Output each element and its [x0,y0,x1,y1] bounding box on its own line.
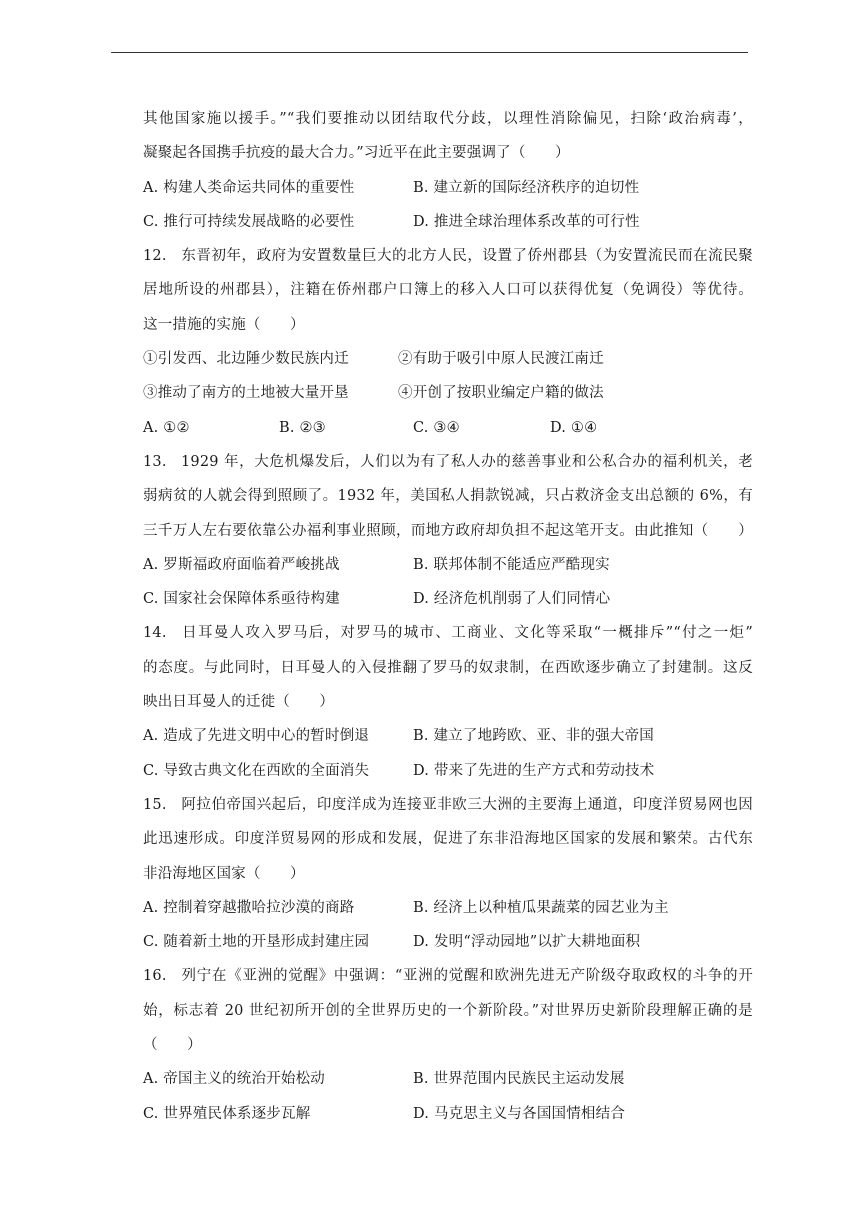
q11-option-row [143,205,753,239]
q11-text-line: 其他国家施以援手。”“我们要推动以团结取代分歧，以理性消除偏见，扫除‘政治病毒’， [143,111,753,127]
question-text: 列宁在《亚洲的觉醒》中强调：“亚洲的觉醒和欧洲先进无产阶级夺取政权的斗争的开 [181,968,753,985]
option-b: B. 建立了地跨欧、亚、非的强大帝国 [413,728,654,745]
statement-4: ④开创了按职业编定户籍的做法 [398,385,604,402]
q14-text-line: 的态度。与此同时，日耳曼人的入侵推翻了罗马的奴隶制，在西欧逐步确立了封建制。这反 [143,659,753,676]
q14-text-line [143,616,753,650]
option-a: A. 帝国主义的统治开始松动 [143,1071,325,1088]
option-b: B. 世界范围内民族民主运动发展 [413,1071,625,1088]
option-c: C. 推行可持续发展战略的必要性 [143,213,355,230]
q16-option-row [143,1062,753,1096]
question-number: 12. [143,248,167,265]
q13-option-row [143,548,753,582]
q12-text-line: 居地所设的州郡县），注籍在侨州郡户口簿上的移入人口可以获得优复（免调役）等优待。 [143,282,753,299]
option-c: C. 国家社会保障体系亟待构建 [143,591,340,608]
option-b: B. 联邦体制不能适应严酷现实 [413,556,610,573]
option-c: C. ③④ [413,419,460,436]
option-d: D. 马克思主义与各国国情相结合 [413,1105,626,1122]
question-number: 13. [143,453,167,470]
q15-option-row [143,925,753,959]
option-c: C. 随着新土地的开垦形成封建庄园 [143,934,370,951]
question-text: 东晋初年，政府为安置数量巨大的北方人民，设置了侨州郡县（为安置流民而在流民聚 [181,248,753,265]
statement-3: ③推动了南方的土地被大量开垦 [143,385,349,402]
q13-option-row [143,582,753,616]
q16-text-line: 始，标志着 20 世纪初所开创的全世界历史的一个新阶段。”对世界历史新阶段理解正确的是 [143,1002,753,1019]
option-b: B. 建立新的国际经济秩序的迫切性 [413,179,640,196]
q12-text-line: 这一措施的实施（ ） [143,316,305,333]
option-a: A. 构建人类命运共同体的重要性 [143,179,355,196]
question-text: 1929 年，大危机爆发后，人们以为有了私人办的慈善事业和公私合办的福利机关，老 [181,453,753,470]
q12-statement-row [143,376,753,410]
option-c: C. 导致古典文化在西欧的全面消失 [143,762,370,779]
q16-option-row [143,1097,753,1131]
header-rule [111,52,748,53]
q12-option-row [143,411,753,445]
option-d: D. 发明“浮动园地”以扩大耕地面积 [413,934,641,951]
exam-content [143,102,753,1131]
question-text: 日耳曼人攻入罗马后，对罗马的城市、工商业、文化等采取“一概排斥”“付之一炬” [181,625,753,642]
option-a: A. 造成了先进文明中心的暂时倒退 [143,728,370,745]
q11-text-line: 凝聚起各国携手抗疫的最大合力。”习近平在此主要强调了（ ） [143,145,570,162]
q15-option-row [143,891,753,925]
option-a: A. 控制着穿越撒哈拉沙漠的商路 [143,899,355,916]
question-number: 14. [143,625,167,642]
statement-2: ②有助于吸引中原人民渡江南迁 [398,351,604,368]
option-d: D. 推进全球治理体系改革的可行性 [413,213,640,230]
q13-text-line: 三千万人左右要依靠公办福利事业照顾，而地方政府却负担不起这笔开支。由此推知（ ） [143,522,753,539]
q15-text-line: 非沿海地区国家（ ） [143,865,305,882]
statement-1: ①引发西、北边陲少数民族内迁 [143,351,349,368]
question-number: 16. [143,968,167,985]
q13-text-line: 弱病贫的人就会得到照顾了。1932 年，美国私人捐款锐减，只占救济金支出总额的 6%，有 [143,488,753,505]
q15-text-line: 此迅速形成。印度洋贸易网的形成和发展，促进了东非沿海地区国家的发展和繁荣。古代东 [143,831,753,848]
q12-statement-row [143,342,753,376]
q15-text-line [143,788,753,822]
option-d: D. 带来了先进的生产方式和劳动技术 [413,762,655,779]
q11-option-row [143,171,753,205]
option-b: B. 经济上以种植瓜果蔬菜的园艺业为主 [413,899,669,916]
q16-text-line [143,959,753,993]
q13-text-line [143,445,753,479]
q12-text-line [143,239,753,273]
option-d: D. ①④ [550,419,598,436]
q16-text-line: （ ） [143,1037,202,1054]
q14-option-row [143,719,753,753]
question-number: 15. [143,796,167,813]
q14-option-row [143,754,753,788]
option-d: D. 经济危机削弱了人们同情心 [413,591,611,608]
option-a: A. ①② [143,419,190,436]
question-text: 阿拉伯帝国兴起后，印度洋成为连接亚非欧三大洲的主要海上通道，印度洋贸易网也因 [181,796,753,813]
option-a: A. 罗斯福政府面临着严峻挑战 [143,556,340,573]
option-c: C. 世界殖民体系逐步瓦解 [143,1105,311,1122]
option-b: B. ②③ [279,419,326,436]
q14-text-line: 映出日耳曼人的迁徙（ ） [143,694,335,711]
